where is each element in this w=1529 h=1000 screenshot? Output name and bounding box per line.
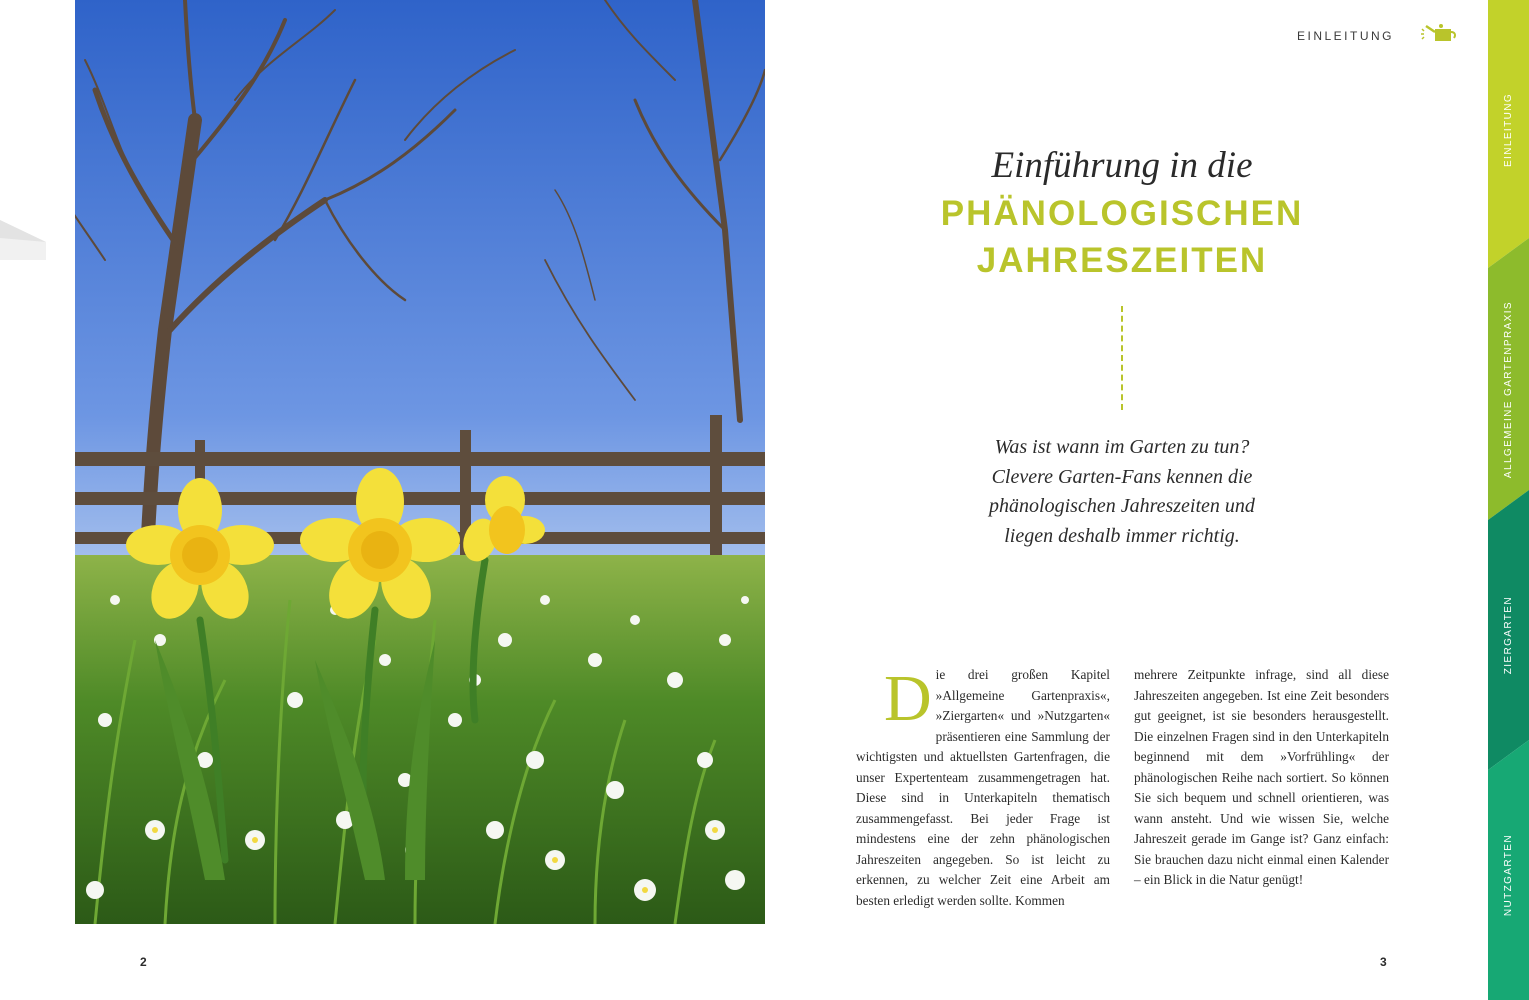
tab-label-allgemeine-gartenpraxis[interactable]: ALLGEMEINE GARTENPRAXIS bbox=[1503, 301, 1514, 479]
daffodil-photo bbox=[75, 0, 765, 924]
tab-label-ziergarten[interactable]: ZIERGARTEN bbox=[1503, 595, 1514, 675]
chapter-title bbox=[880, 144, 1364, 284]
intro-line: Clevere Garten-Fans kennen die bbox=[991, 465, 1253, 488]
running-head: EINLEITUNG bbox=[1297, 29, 1395, 43]
body-text-right: mehrere Zeitpunkte infrage, sind all diese Jahreszeiten angegeben. Ist eine Zeit besonders gut geeignet, ist sie besonders herausgestellt. Die einzelnen Fragen sind in den Unterkapiteln beginnend mit dem »Vorfrühling« der phänologischen Reihe nach sortiert. So können Sie sich bequem und schnell orientieren, was wann ansteht. Und wie wissen Sie, welche Jahreszeit gerade im Gange ist? Ganz einfach: Sie brauchen dazu nicht einmal einen Kalender – ein Blick in die Natur genügt! bbox=[1134, 667, 1389, 887]
body-text-left: ie drei großen Kapitel »Allgemeine Gartenpraxis«, »Ziergarten« und »Nutzgarten« präsentieren eine Sammlung der wichtigsten und aktuellsten Gartenfragen, die unser Expertenteam zusammengetragen hat. Diese sind in Unterkapiteln thematisch zusammengefasst. Bei jeder Frage ist mindestens eine der zehn phänologischen Jahreszeiten angegeben. So ist leicht zu erkennen, zu welcher Zeit eine Arbeit am besten erledigt werden sollte. Kommen bbox=[856, 667, 1110, 908]
intro-line: Was ist wann im Garten zu tun? bbox=[994, 436, 1250, 458]
title-line-3: JAHRESZEITEN bbox=[976, 241, 1268, 280]
title-line-2: PHÄNOLOGISCHEN bbox=[940, 194, 1304, 233]
page-number-right: 3 bbox=[1380, 955, 1387, 969]
tab-label-einleitung[interactable]: EINLEITUNG bbox=[1503, 92, 1514, 167]
title-line-1: Einführung in die bbox=[991, 145, 1253, 186]
page-number-left: 2 bbox=[140, 955, 147, 969]
tab-label-nutzgarten[interactable]: NUTZGARTEN bbox=[1503, 833, 1514, 917]
intro-line: liegen deshalb immer richtig. bbox=[1004, 524, 1240, 547]
body-column-right bbox=[1134, 665, 1389, 891]
dashed-divider bbox=[1121, 306, 1123, 410]
intro-line: phänologischen Jahreszeiten und bbox=[989, 495, 1255, 517]
intro-text bbox=[930, 433, 1314, 551]
body-column-left bbox=[856, 662, 1110, 911]
watering-can-icon bbox=[1421, 23, 1457, 47]
page-curl bbox=[0, 220, 46, 260]
drop-cap: D bbox=[884, 662, 932, 735]
page-gutter bbox=[0, 0, 46, 1000]
